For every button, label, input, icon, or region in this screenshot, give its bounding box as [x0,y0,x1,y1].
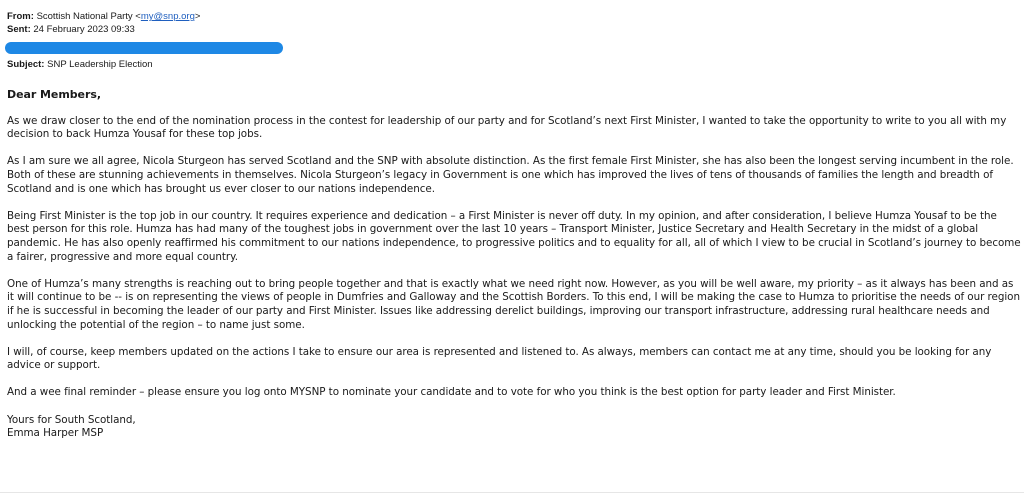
from-email-link[interactable]: my@snp.org [140,11,195,22]
paragraph: One of Humza’s many strengths is reaching out to bring people together and that is exactly what we need right now. However, as you will be well aware, my priority – as it always has been and as it will continue to be -- is on representing the views of people in Dumfries and Galloway and the Scottish Borders. To this end, I will be making the case to Humza to prioritise the needs of our region if he is successful in becoming the leader of our party and First Minister. Issues like addressing derelict buildings, improving our transport infrastructure, addressing rural healthcare needs and unlocking the potential of the region – to name just some. [7,277,1020,331]
from-close: > [194,11,201,22]
from-name: Scottish National Party < [36,11,141,22]
paragraph: I will, of course, keep members updated on the actions I take to ensure our area is represented and listened to. As always, members can contact me at any time, should you be looking for any advice or support. [7,345,992,372]
subject-row [7,58,153,71]
divider [0,492,1024,493]
signature: Emma Harper MSP [7,427,104,440]
paragraph: As I am sure we all agree, Nicola Sturgeon has served Scotland and the SNP with absolute distinction. As the first female First Minister, she has also been the longest serving incumbent in the role. Both of these are stunning achievements in themselves. Nicola Sturgeon’s legacy in Government is one which has improved the lives of tens of thousands of families the length and breadth of Scotland and is one which has brought us ever closer to our nations independence. [7,155,1014,195]
from-label: From: [7,11,34,22]
paragraph: Being First Minister is the top job in our country. It requires experience and dedication – a First Minister is never off duty. In my opinion, and after consideration, I believe Humza Yousaf to be the best person for this role. Humza has had many of the toughest jobs in government over the last 10 years – Transport Minister, Justice Secretary and Health Secretary in the midst of a global pandemic. He has also openly reaffirmed his commitment to our nations independence, to progressive politics and to equality for all, all of which I view to be crucial in Scotland’s journey to become a fairer, progressive and more equal country. [7,209,1021,263]
redaction-scribble [5,42,283,54]
email-body [7,88,1021,441]
signoff: Yours for South Scotland, [7,413,136,426]
sent-row [7,23,200,36]
paragraph: As we draw closer to the end of the nomination process in the contest for leadership of our party and for Scotland’s next First Minister, I wanted to take the opportunity to write to you all with my decision to back Humza Yousaf for these top jobs. [7,114,1007,141]
greeting: Dear Members, [7,88,101,101]
subject-label: Subject: [7,59,45,70]
sent-value: 24 February 2023 09:33 [33,24,135,35]
from-row [7,10,200,23]
sent-label: Sent: [7,24,31,35]
paragraph: And a wee final reminder – please ensure you log onto MYSNP to nominate your candidate and to vote for who you think is the best option for party leader and First Minister. [7,386,896,399]
subject-value: SNP Leadership Election [47,59,153,70]
email-header [7,10,200,36]
